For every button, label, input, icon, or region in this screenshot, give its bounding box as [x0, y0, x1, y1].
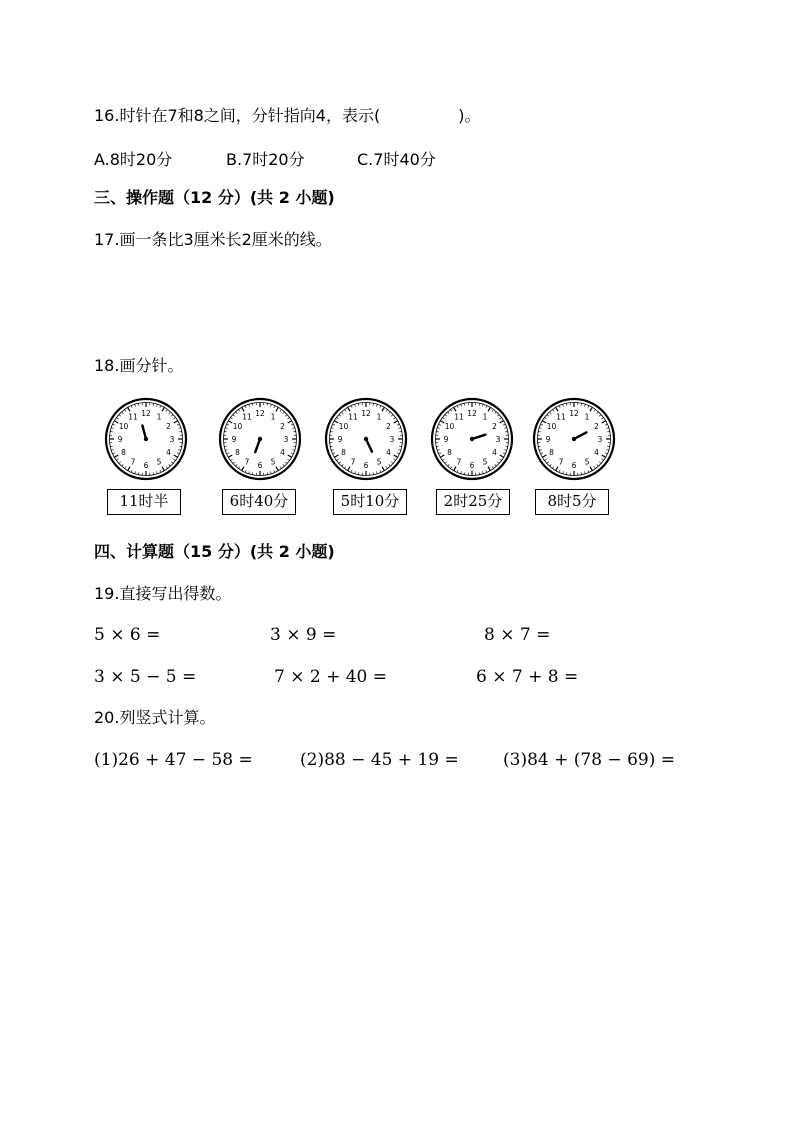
- svg-text:6: 6: [571, 460, 577, 470]
- svg-text:1: 1: [482, 412, 488, 422]
- option-a[interactable]: A.8时20分: [94, 150, 173, 169]
- calc-1: (1)26 + 47 − 58 =: [94, 750, 253, 770]
- svg-text:10: 10: [444, 421, 455, 431]
- svg-text:8: 8: [447, 447, 452, 457]
- svg-text:6: 6: [469, 460, 475, 470]
- svg-text:6: 6: [143, 460, 149, 470]
- clock-label: 6时40分: [222, 489, 296, 515]
- svg-text:10: 10: [546, 421, 557, 431]
- svg-text:9: 9: [545, 434, 551, 444]
- svg-text:9: 9: [231, 434, 237, 444]
- clock-face[interactable]: [430, 397, 514, 481]
- svg-text:8: 8: [121, 447, 126, 457]
- calc-3: (3)84 + (78 − 69) =: [503, 750, 675, 770]
- svg-text:4: 4: [594, 447, 599, 457]
- svg-text:12: 12: [255, 408, 265, 418]
- svg-text:2: 2: [492, 421, 497, 431]
- question-17-text: 17.画一条比3厘米长2厘米的线。: [94, 230, 332, 249]
- svg-text:2: 2: [594, 421, 599, 431]
- svg-text:8: 8: [549, 447, 554, 457]
- section-4-heading: 四、计算题（15 分）(共 2 小题): [94, 542, 335, 561]
- clock-label: 8时5分: [535, 489, 609, 515]
- svg-text:11: 11: [128, 412, 138, 422]
- svg-text:12: 12: [141, 408, 151, 418]
- question-16-stem: [94, 106, 480, 126]
- clock-label: 11时半: [107, 489, 181, 515]
- svg-text:5: 5: [482, 457, 488, 467]
- svg-text:5: 5: [584, 457, 590, 467]
- svg-text:4: 4: [280, 447, 285, 457]
- question-19-text: 19.直接写出得数。: [94, 584, 232, 603]
- svg-text:7: 7: [558, 457, 564, 467]
- expr-2: 3 × 9 =: [270, 625, 337, 645]
- svg-text:3: 3: [495, 434, 501, 444]
- question-20-text: 20.列竖式计算。: [94, 708, 216, 727]
- clock-label: 5时10分: [333, 489, 407, 515]
- expr-1: 5 × 6 =: [94, 625, 161, 645]
- svg-text:7: 7: [456, 457, 462, 467]
- svg-text:5: 5: [270, 457, 276, 467]
- expr-4: 3 × 5 − 5 =: [94, 667, 197, 687]
- svg-text:7: 7: [244, 457, 250, 467]
- question-18-text: 18.画分针。: [94, 356, 184, 375]
- svg-text:1: 1: [270, 412, 276, 422]
- expr-6: 6 × 7 + 8 =: [476, 667, 579, 687]
- svg-text:4: 4: [386, 447, 391, 457]
- svg-text:1: 1: [376, 412, 382, 422]
- svg-text:9: 9: [337, 434, 343, 444]
- option-c[interactable]: C.7时40分: [357, 150, 436, 169]
- svg-text:3: 3: [389, 434, 395, 444]
- svg-text:5: 5: [376, 457, 382, 467]
- svg-text:3: 3: [597, 434, 603, 444]
- svg-text:8: 8: [235, 447, 240, 457]
- svg-text:12: 12: [467, 408, 477, 418]
- svg-text:9: 9: [117, 434, 123, 444]
- expr-3: 8 × 7 =: [484, 625, 551, 645]
- svg-text:1: 1: [156, 412, 162, 422]
- clock-face[interactable]: [104, 397, 188, 481]
- svg-text:10: 10: [118, 421, 129, 431]
- svg-text:11: 11: [556, 412, 566, 422]
- clock-face[interactable]: [218, 397, 302, 481]
- svg-text:10: 10: [338, 421, 349, 431]
- svg-text:1: 1: [584, 412, 590, 422]
- svg-text:8: 8: [341, 447, 346, 457]
- svg-text:11: 11: [348, 412, 358, 422]
- svg-text:5: 5: [156, 457, 162, 467]
- svg-text:2: 2: [280, 421, 285, 431]
- expr-5: 7 × 2 + 40 =: [274, 667, 388, 687]
- svg-text:12: 12: [361, 408, 371, 418]
- svg-text:7: 7: [350, 457, 356, 467]
- svg-text:3: 3: [169, 434, 175, 444]
- section-3-heading: 三、操作题（12 分）(共 2 小题): [94, 188, 335, 207]
- svg-text:11: 11: [454, 412, 464, 422]
- svg-text:7: 7: [130, 457, 136, 467]
- svg-text:4: 4: [492, 447, 497, 457]
- svg-text:11: 11: [242, 412, 252, 422]
- svg-text:2: 2: [166, 421, 171, 431]
- calc-2: (2)88 − 45 + 19 =: [300, 750, 459, 770]
- svg-text:6: 6: [257, 460, 263, 470]
- svg-text:10: 10: [232, 421, 243, 431]
- svg-text:2: 2: [386, 421, 391, 431]
- svg-text:9: 9: [443, 434, 449, 444]
- clock-label: 2时25分: [436, 489, 510, 515]
- question-16-text: 16.时针在7和8之间，分针指向4，表示(: [94, 106, 381, 125]
- question-16-close: )。: [458, 106, 481, 125]
- clock-face[interactable]: [324, 397, 408, 481]
- clock-face[interactable]: [532, 397, 616, 481]
- svg-text:4: 4: [166, 447, 171, 457]
- svg-text:12: 12: [569, 408, 579, 418]
- option-b[interactable]: B.7时20分: [226, 150, 305, 169]
- svg-text:3: 3: [283, 434, 289, 444]
- svg-text:6: 6: [363, 460, 369, 470]
